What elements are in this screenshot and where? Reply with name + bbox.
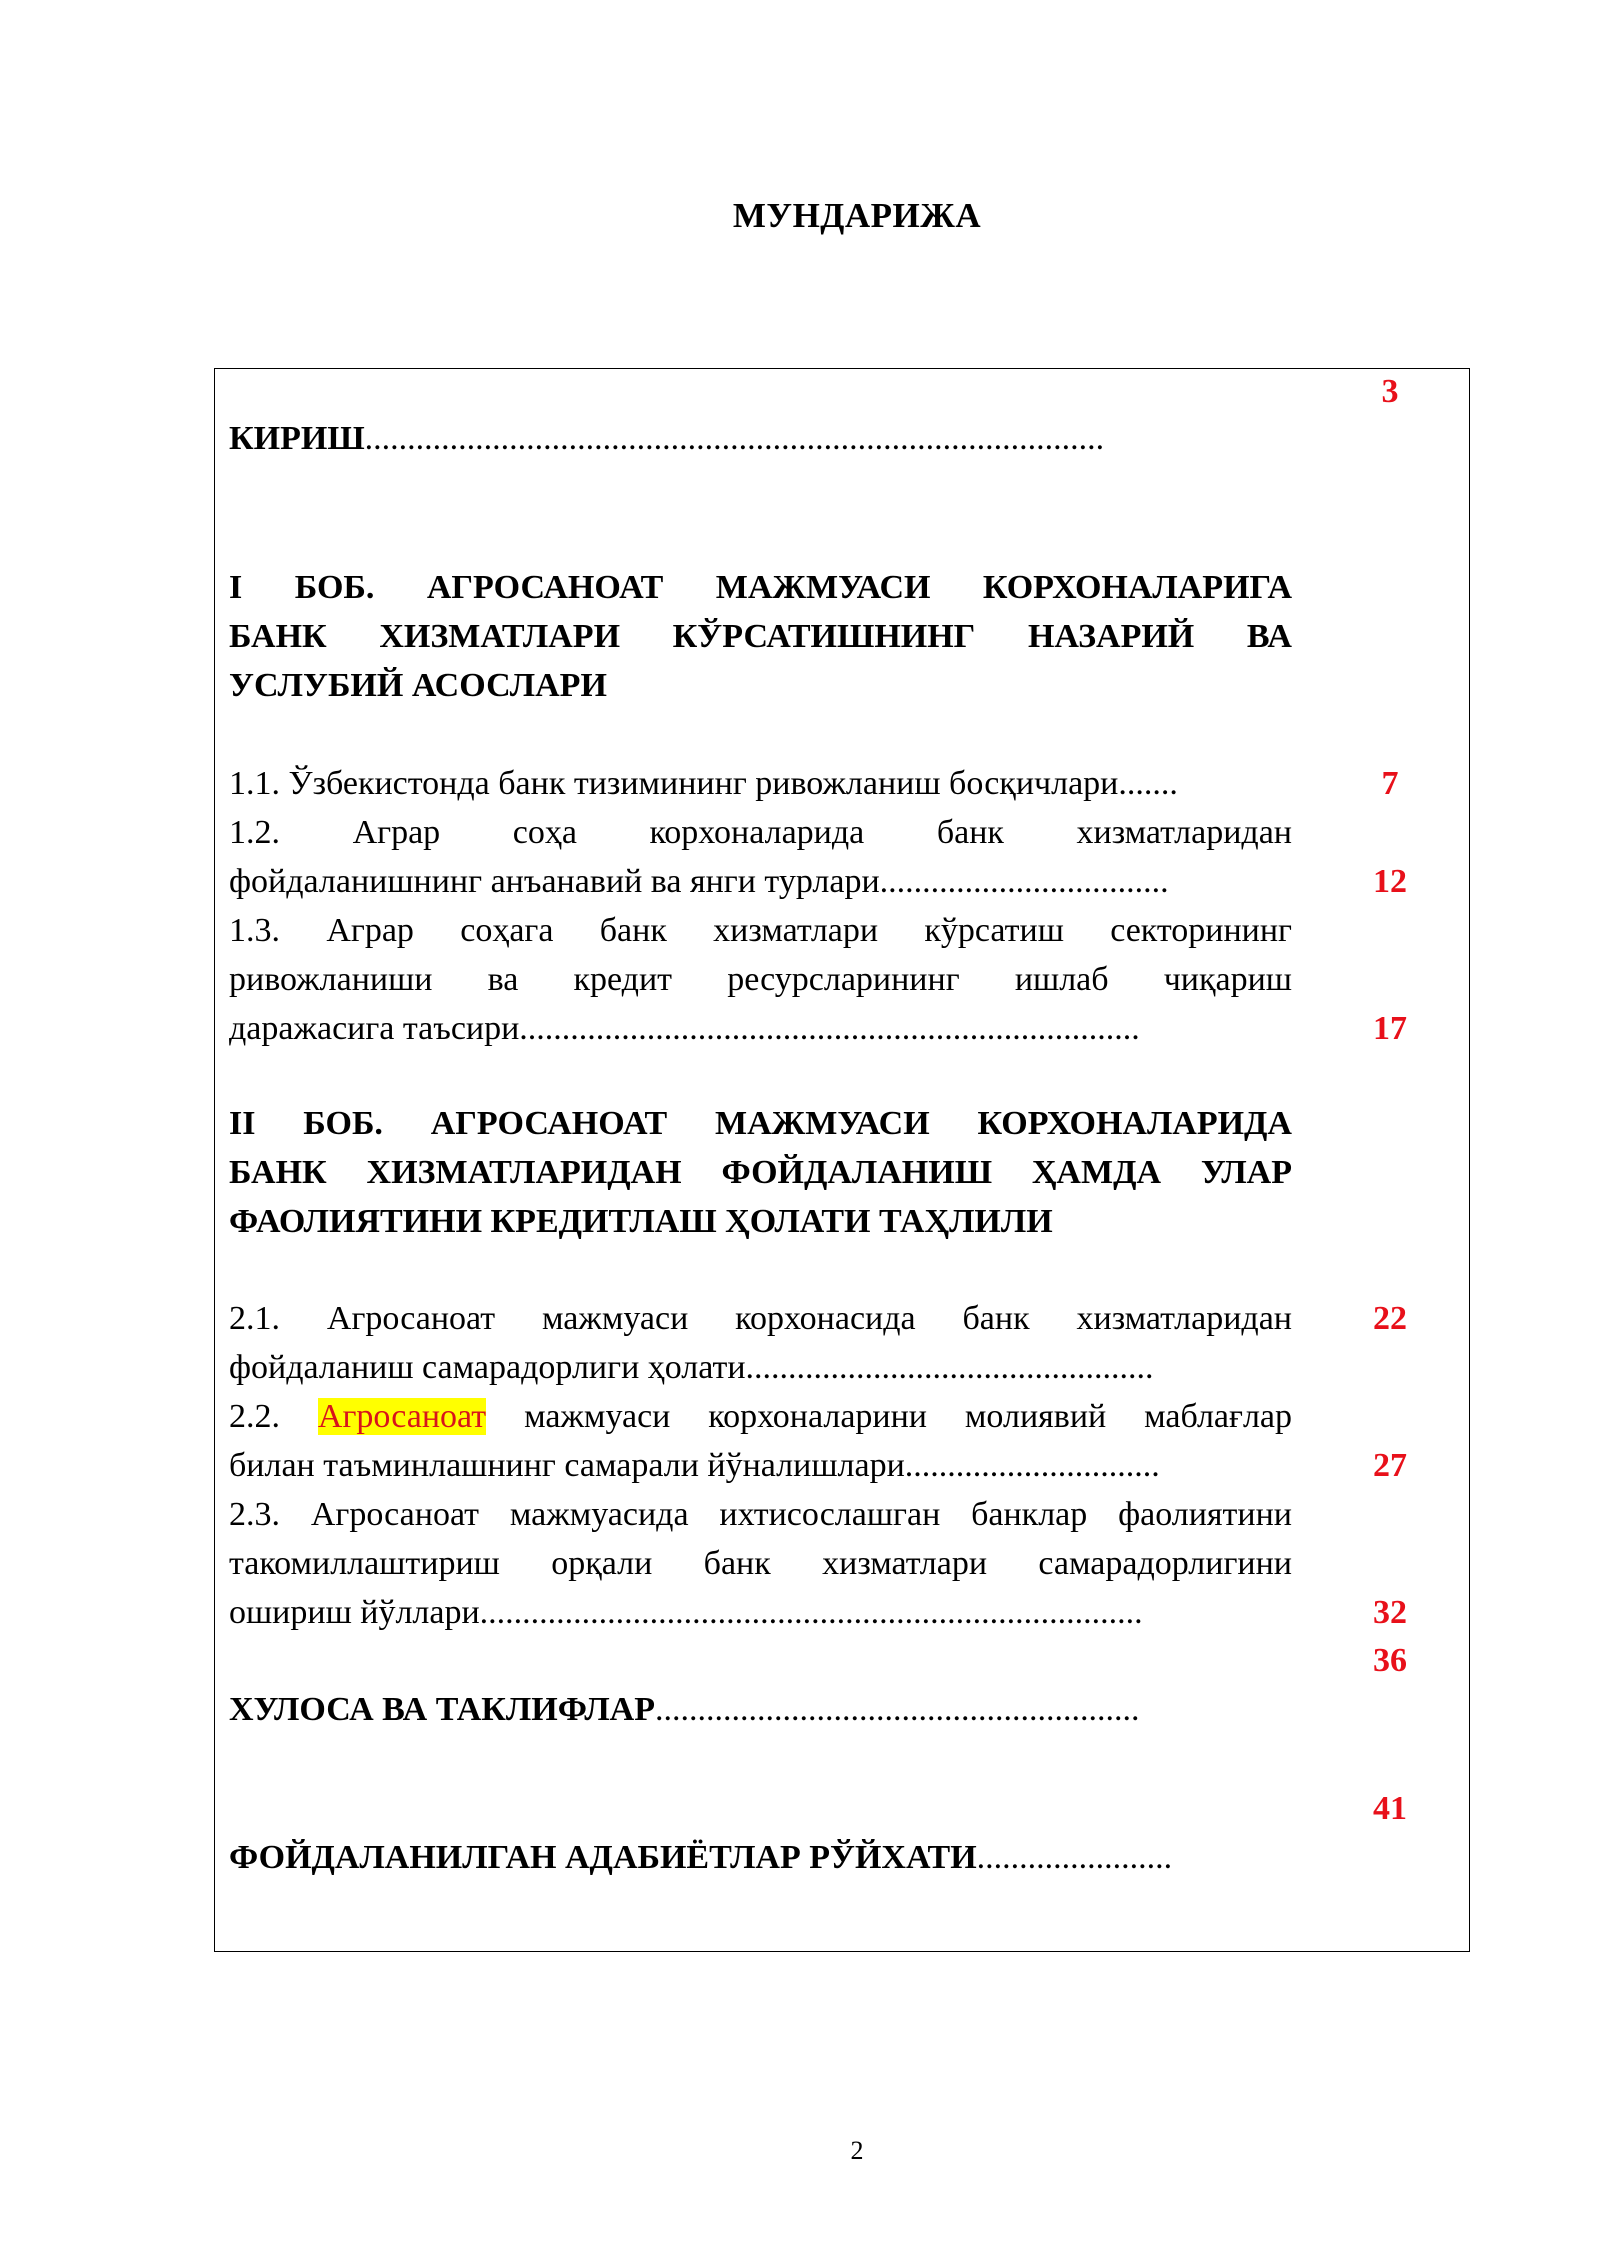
toc-entry-1-2-line2[interactable]: фойдаланишнинг анъанавий ва янги турлари.................................. xyxy=(229,863,1169,900)
toc-page-2-2: 27 xyxy=(1373,1447,1407,1484)
toc-entry-1-2-line1[interactable]: 1.2. Аграр соҳа корхоналарида банк хизматларидан xyxy=(229,814,1292,851)
toc-entry-1-1[interactable]: 1.1. Ўзбекистонда банк тизимининг ривожланиш босқичлари....... xyxy=(229,765,1178,802)
toc-entry-2-2-line2[interactable]: билан таъминлашнинг самарали йўналишлари.............................. xyxy=(229,1447,1160,1484)
toc-entry-conclusion[interactable] xyxy=(229,1685,1292,1734)
toc-entry-2-1-line1[interactable]: 2.1. Агросаноат мажмуаси корхонасида банк хизматларидан xyxy=(229,1300,1292,1337)
toc-entry-2-3-line3[interactable]: ошириш йўллари.............................................................................. xyxy=(229,1594,1143,1631)
chapter2-heading-line1[interactable]: II БОБ. АГРОСАНОАТ МАЖМУАСИ КОРХОНАЛАРИДА xyxy=(229,1105,1292,1142)
toc-page-2-3: 32 xyxy=(1373,1594,1407,1631)
toc-entry-2-1-line2[interactable]: фойдаланиш самарадорлиги ҳолати................................................ xyxy=(229,1349,1154,1386)
toc-page-1-2: 12 xyxy=(1373,863,1407,900)
chapter2-heading-line3[interactable]: ФАОЛИЯТИНИ КРЕДИТЛАШ ҲОЛАТИ ТАҲЛИЛИ xyxy=(229,1203,1053,1240)
chapter1-heading-line3[interactable]: УСЛУБИЙ АСОСЛАРИ xyxy=(229,667,607,704)
toc-entry-1-3-line1[interactable]: 1.3. Аграр соҳага банк хизматлари кўрсатиш секторининг xyxy=(229,912,1292,949)
chapter1-heading-line2[interactable]: БАНК ХИЗМАТЛАРИ КЎРСАТИШНИНГ НАЗАРИЙ ВА xyxy=(229,618,1292,655)
toc-entry-intro-label: КИРИШ xyxy=(229,420,365,457)
highlighted-word: Агросаноат xyxy=(317,1398,487,1435)
toc-entry-intro[interactable] xyxy=(229,414,1292,463)
toc-dots: ....................................................................................... xyxy=(364,420,1105,457)
toc-page-1-1: 7 xyxy=(1381,765,1399,802)
toc-entry-1-3-line3[interactable]: даражасига таъсири......................................................................... xyxy=(229,1010,1140,1047)
page-number: 2 xyxy=(850,2136,864,2165)
toc-entry-2-2-text: мажмуаси корхоналарини молиявий маблағлар xyxy=(524,1398,1293,1435)
chapter2-heading-line2[interactable]: БАНК ХИЗМАТЛАРИДАН ФОЙДАЛАНИШ ҲАМДА УЛАР xyxy=(229,1154,1292,1191)
toc-entry-2-2-number: 2.2. xyxy=(229,1398,280,1435)
toc-entry-1-3-line2[interactable]: ривожланиши ва кредит ресурсларининг ишлаб чиқариш xyxy=(229,961,1292,998)
toc-entry-conclusion-label: ХУЛОСА ВА ТАКЛИФЛАР xyxy=(229,1691,655,1728)
toc-page-conclusion: 36 xyxy=(1373,1642,1407,1679)
toc-page-intro: 3 xyxy=(1381,373,1399,410)
page-title: МУНДАРИЖА xyxy=(732,196,982,235)
toc-dots: ......................................................... xyxy=(655,1691,1140,1728)
toc-entry-references[interactable] xyxy=(229,1833,1292,1882)
toc-entry-2-3-line2[interactable]: такомиллаштириш орқали банк хизматлари самарадорлигини xyxy=(229,1545,1292,1582)
toc-page-1-3: 17 xyxy=(1373,1010,1407,1047)
chapter1-heading-line1[interactable]: I БОБ. АГРОСАНОАТ МАЖМУАСИ КОРХОНАЛАРИГА xyxy=(229,569,1292,606)
toc-entry-2-3-line1[interactable]: 2.3. Агросаноат мажмуасида ихтисослашган банклар фаолиятини xyxy=(229,1496,1292,1533)
toc-page-2-1: 22 xyxy=(1373,1300,1407,1337)
toc-page-references: 41 xyxy=(1373,1790,1407,1827)
toc-entry-2-2-line1[interactable] xyxy=(229,1392,1292,1441)
toc-dots: ....................... xyxy=(976,1839,1173,1876)
toc-entry-references-label: ФОЙДАЛАНИЛГАН АДАБИЁТЛАР РЎЙХАТИ xyxy=(229,1839,977,1876)
